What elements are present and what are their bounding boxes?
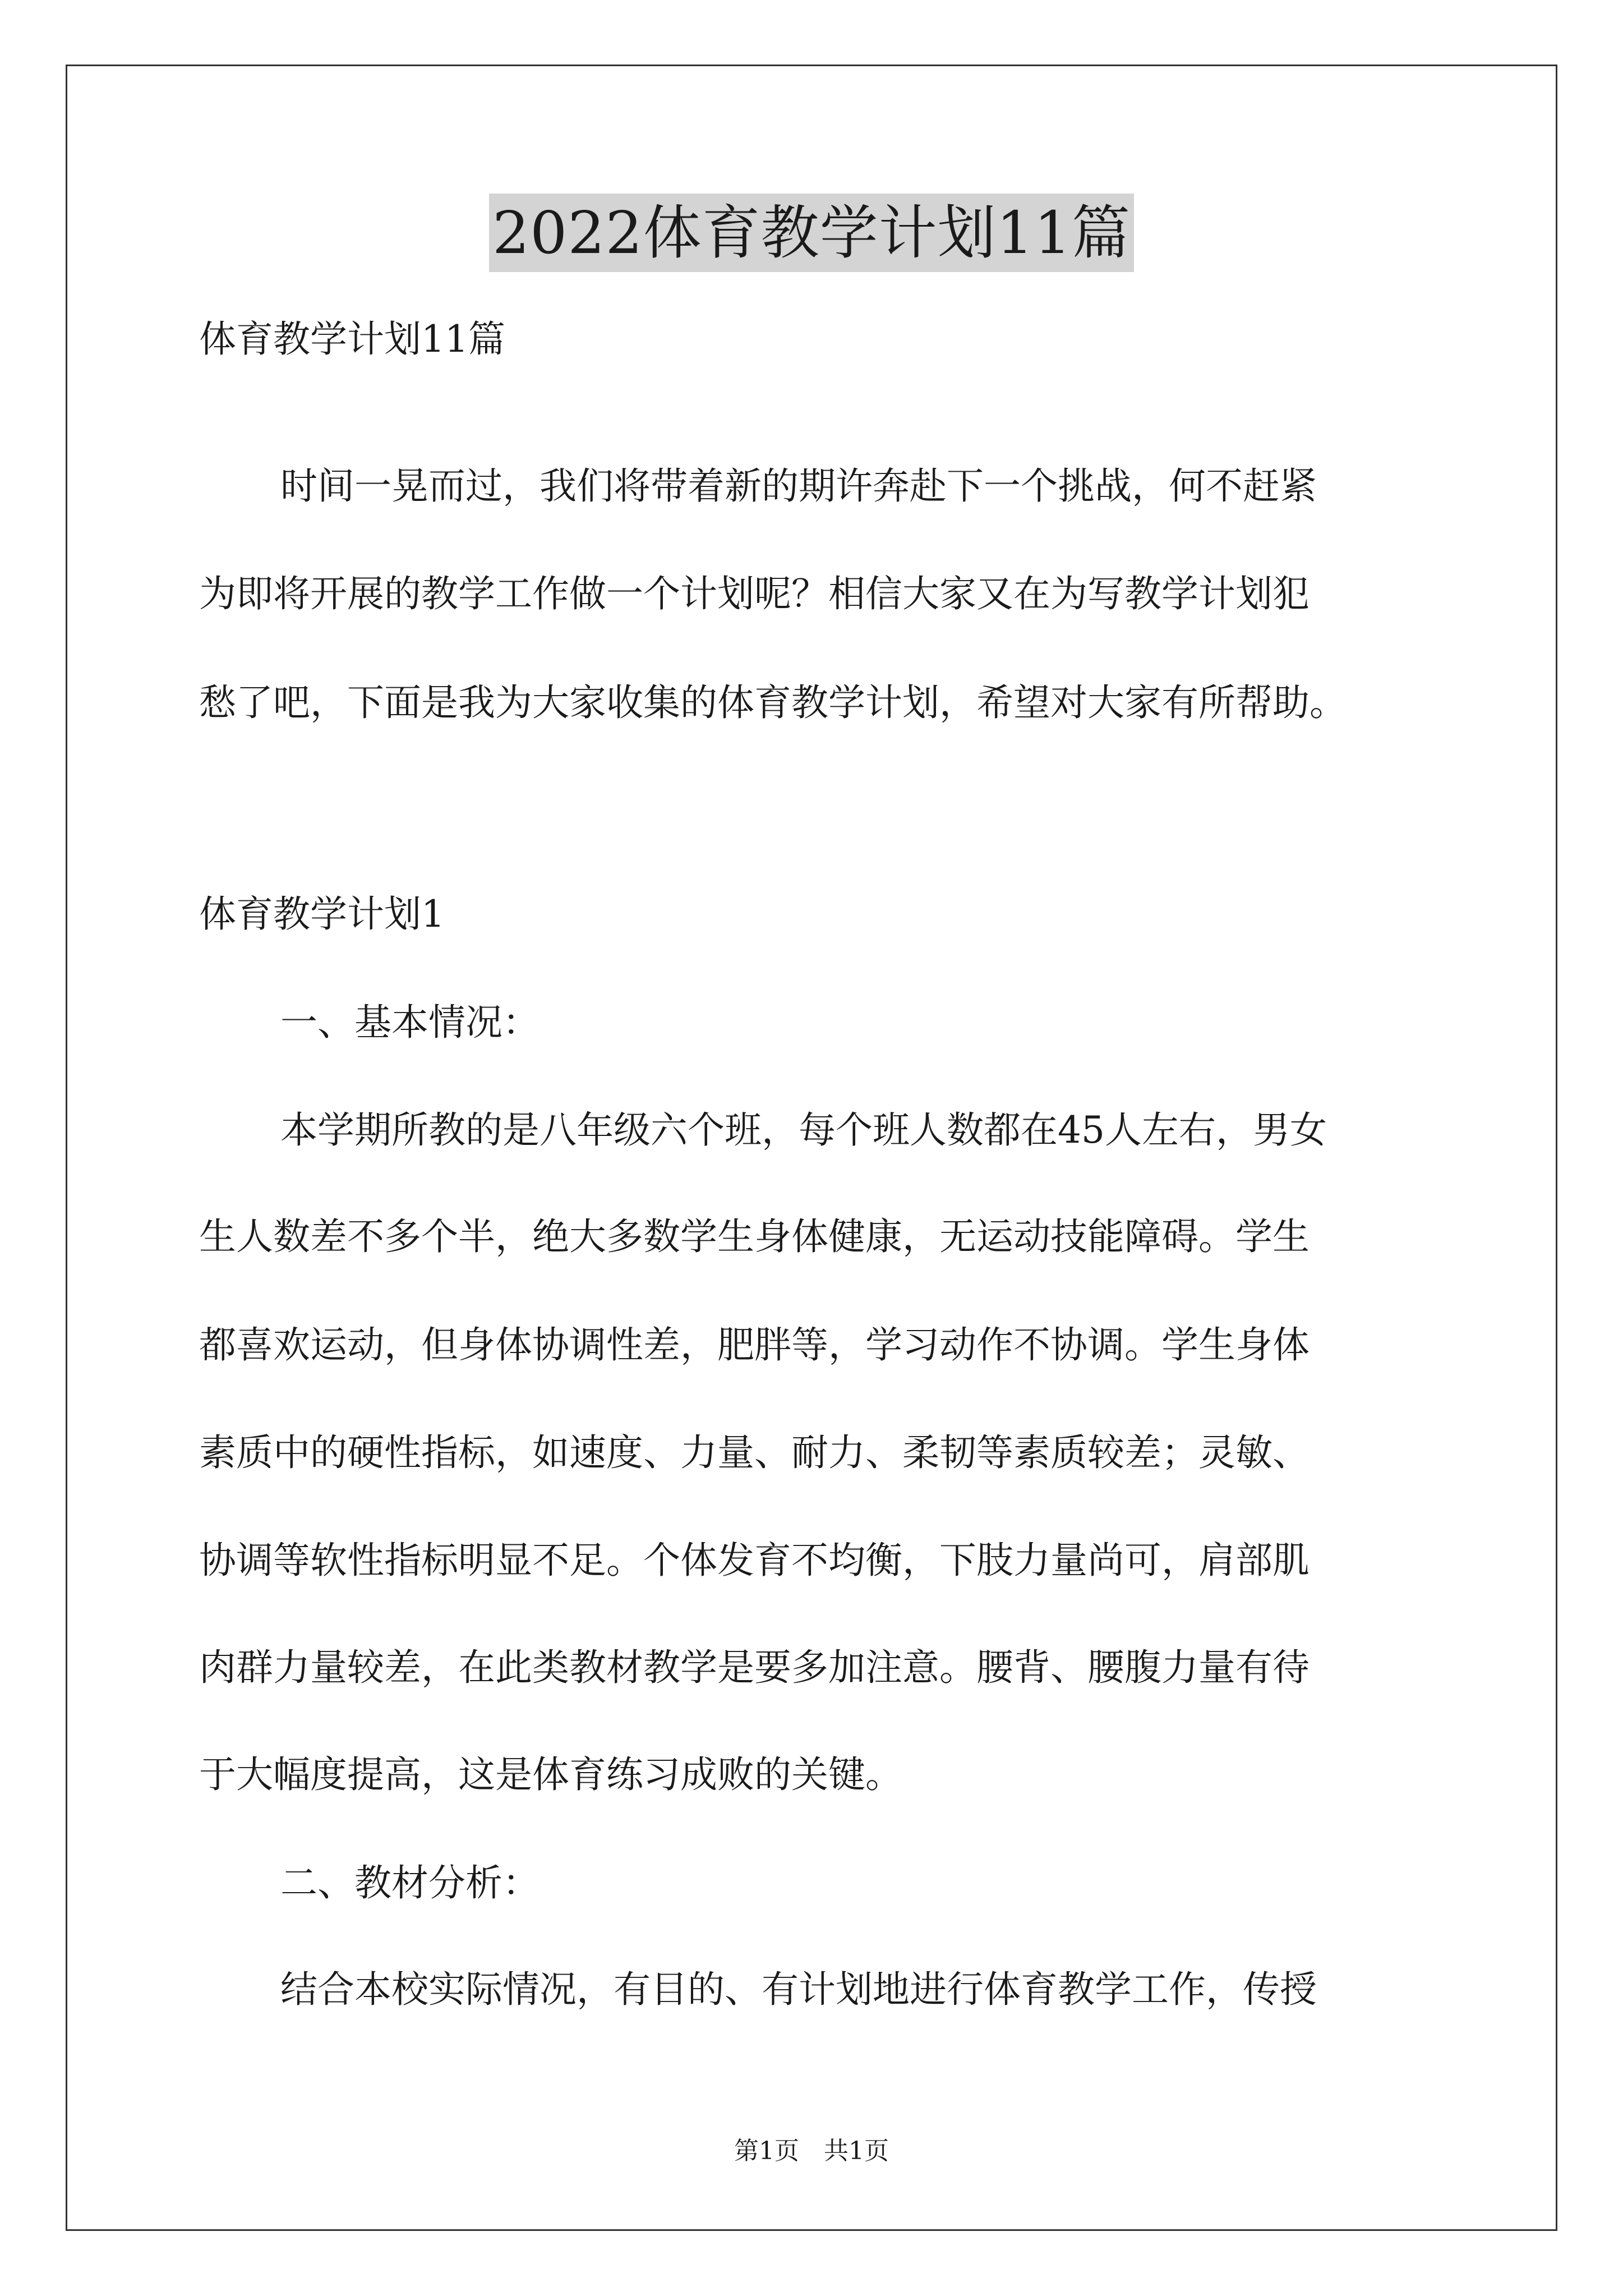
paragraph-line: 结合本校实际情况，有目的、有计划地进行体育教学工作，传授	[280, 1968, 1317, 2011]
page-number-current: 第1页	[734, 2137, 799, 2165]
title-wrap	[0, 194, 1623, 272]
subsection-heading: 二、教材分析：	[280, 1861, 540, 1904]
paragraph-line: 肉群力量较差，在此类教材教学是要多加注意。腰背、腰腹力量有待	[199, 1646, 1310, 1689]
paragraph-line: 都喜欢运动，但身体协调性差，肥胖等，学习动作不协调。学生身体	[199, 1323, 1310, 1366]
section-heading: 体育教学计划1	[199, 892, 445, 936]
document-title: 2022体育教学计划11篇	[489, 194, 1134, 272]
page-footer	[0, 2134, 1623, 2168]
paragraph-line: 生人数差不多个半，绝大多数学生身体健康，无运动技能障碍。学生	[199, 1215, 1310, 1258]
paragraph-line: 为即将开展的教学工作做一个计划呢？相信大家又在为写教学计划犯	[199, 572, 1310, 615]
paragraph-line: 时间一晃而过，我们将带着新的期许奔赴下一个挑战，何不赶紧	[280, 464, 1317, 508]
subtitle-line: 体育教学计划11篇	[199, 318, 505, 361]
paragraph-line: 愁了吧，下面是我为大家收集的体育教学计划，希望对大家有所帮助。	[199, 681, 1347, 724]
paragraph-line: 于大幅度提高，这是体育练习成败的关键。	[199, 1753, 902, 1796]
paragraph-line: 素质中的硬性指标，如速度、力量、耐力、柔韧等素质较差；灵敏、	[199, 1431, 1310, 1474]
paragraph-line: 协调等软性指标明显不足。个体发育不均衡，下肢力量尚可，肩部肌	[199, 1539, 1310, 1582]
paragraph-line: 本学期所教的是八年级六个班，每个班人数都在45人左右，男女	[280, 1108, 1327, 1152]
page-number-total: 共1页	[824, 2137, 889, 2165]
subsection-heading: 一、基本情况：	[280, 1001, 540, 1044]
